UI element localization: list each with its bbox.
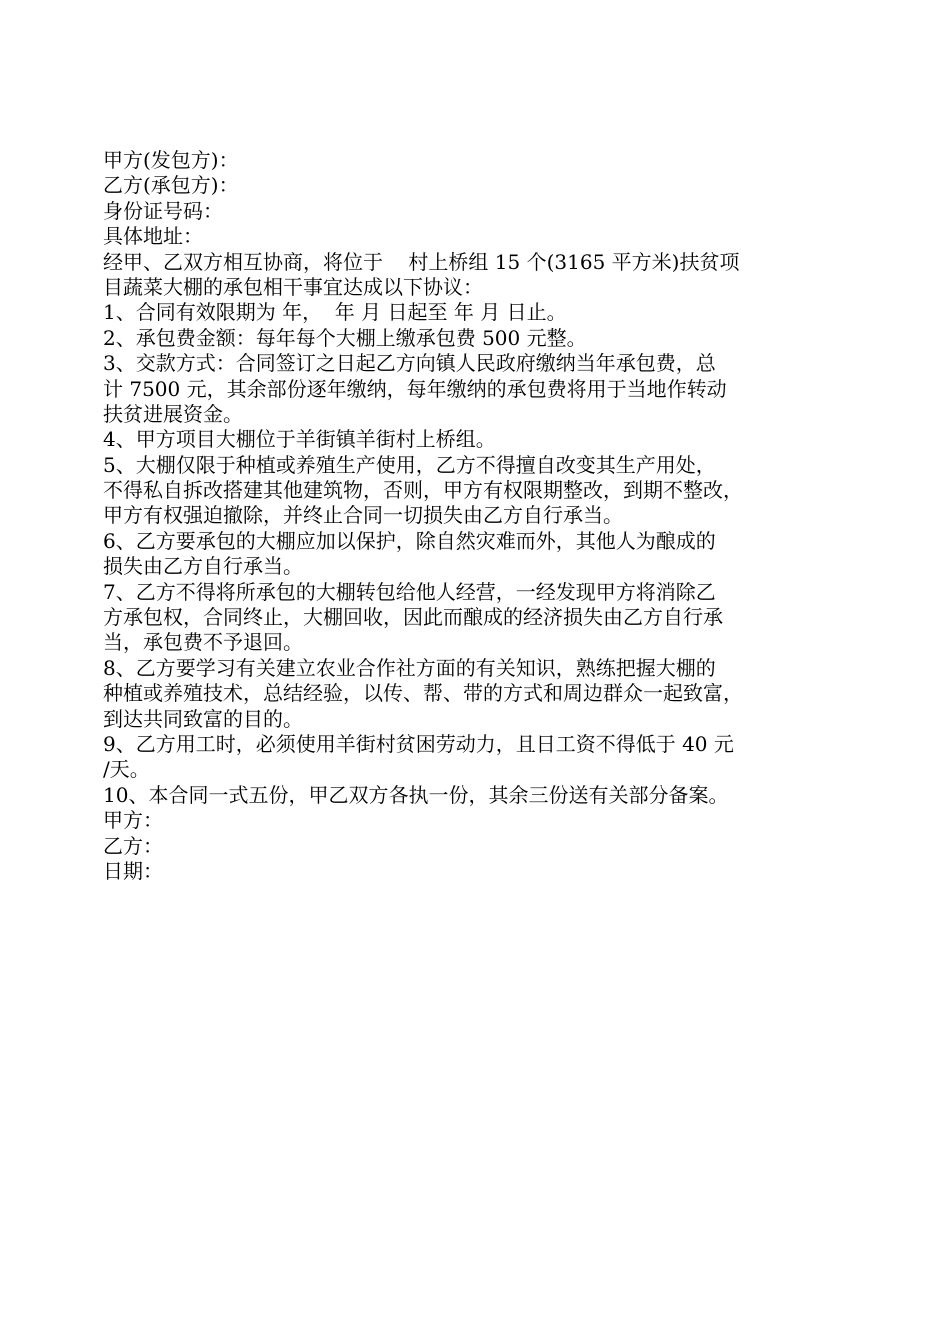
address-label: 具体地址： [103,224,203,249]
clause-10: 10、本合同一式五份，甲乙双方各执一份，其余三份送有关部分备案。 [103,782,729,807]
clause-9-line: /天。 [103,757,150,782]
party-a-label: 甲方(发包方)： [103,148,239,172]
clause-3-line: 计 7500 元，其余部份逐年缴纳，每年缴纳的承包费将用于当地作转动 [103,376,727,401]
id-number-label: 身份证号码： [103,198,223,223]
signature-date: 日期： [103,858,163,883]
contract-text [103,148,863,884]
clause-5-line: 5、大棚仅限于种植或养殖生产使用，乙方不得擅自改变其生产用处， [103,452,716,477]
party-b-label: 乙方(承包方)： [103,173,239,198]
clause-5-line: 不得私自拆改搭建其他建筑物，否则，甲方有权限期整改，到期不整改， [103,478,743,503]
clause-7-line: 7、乙方不得将所承包的大棚转包给他人经营，一经发现甲方将消除乙 [103,579,716,604]
clause-8-line: 8、乙方要学习有关建立农业合作社方面的有关知识，熟练把握大棚的 [103,655,716,680]
signature-party-b: 乙方： [103,833,163,858]
clause-3-line: 扶贫进展资金。 [103,401,243,426]
clause-8-line: 种植或养殖技术，总结经验，以传、帮、带的方式和周边群众一起致富， [103,681,743,706]
clause-7-line: 当，承包费不予退回。 [103,630,303,655]
clause-9-line: 9、乙方用工时，必须使用羊街村贫困劳动力，且日工资不得低于 40 元 [103,731,734,756]
clause-7-line: 方承包权，合同终止，大棚回收，因此而酿成的经济损失由乙方自行承 [103,605,723,630]
clause-4: 4、甲方项目大棚位于羊街镇羊街村上桥组。 [103,427,496,452]
intro-paragraph-line: 经甲、乙双方相互协商，将位于 村上桥组 15 个(3165 平方米)扶贫项 [103,249,740,274]
signature-party-a: 甲方： [103,808,163,833]
clause-3-line: 3、交款方式：合同签订之日起乙方向镇人民政府缴纳当年承包费，总 [103,351,716,376]
clause-8-line: 到达共同致富的目的。 [103,706,303,731]
clause-5-line: 甲方有权强迫撤除，并终止合同一切损失由乙方自行承当。 [103,503,623,528]
clause-1: 1、合同有效限期为 年， 年 月 日起至 年 月 日止。 [103,300,567,325]
clause-2: 2、承包费金额：每年每个大棚上缴承包费 500 元整。 [103,325,587,350]
clause-6-line: 6、乙方要承包的大棚应加以保护，除自然灾难而外，其他人为酿成的 [103,528,716,553]
intro-paragraph-line: 目蔬菜大棚的承包相干事宜达成以下协议： [103,274,483,299]
clause-6-line: 损失由乙方自行承当。 [103,554,303,579]
